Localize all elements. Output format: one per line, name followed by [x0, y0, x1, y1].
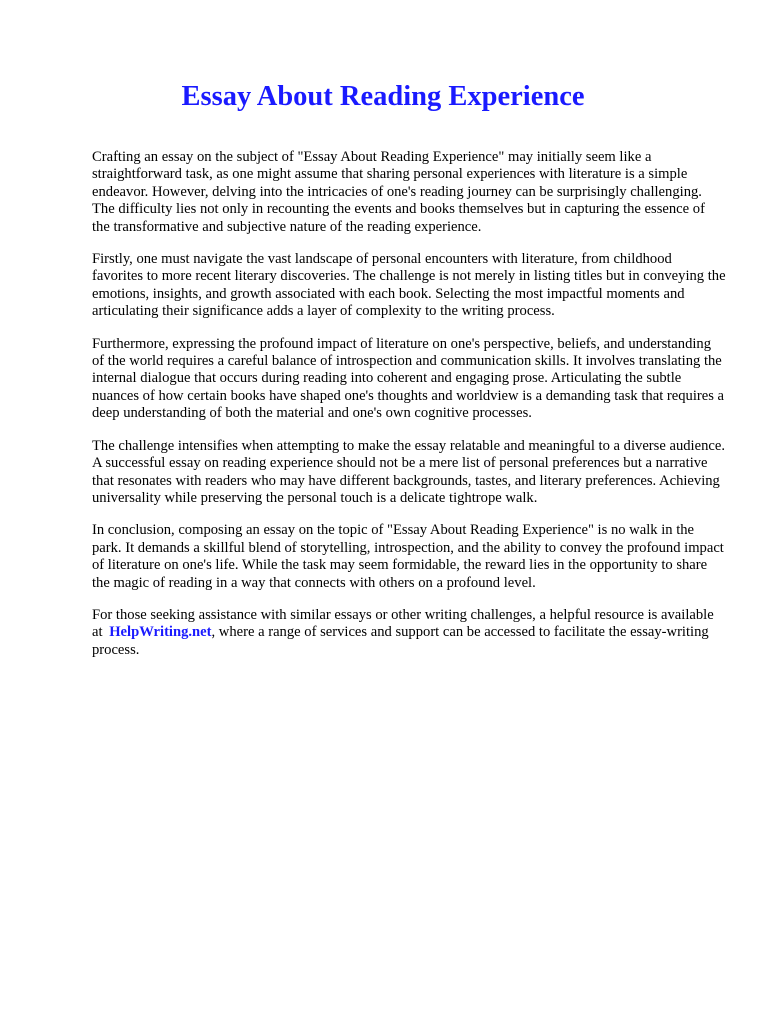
paragraph-2: Firstly, one must navigate the vast landscape of personal encounters with literature, from childhood favorites to more recent literary discoveries. The challenge is not merely in listing titles but in conveying the emotions, insights, and growth associated with each book. Selecting the most impactful moments and articulating their significance adds a layer of complexity to the writing process.: [92, 251, 726, 320]
helpwriting-link[interactable]: HelpWriting.net: [109, 624, 212, 641]
paragraph-4: The challenge intensifies when attempting to make the essay relatable and meaningful to a diverse audience. A successful essay on reading experience should not be a mere list of personal preferences but a narrative that resonates with readers who may have different backgrounds, tastes, and literary preferences. Achieving universality while preserving the personal touch is a delicate tightrope walk.: [92, 437, 725, 506]
closing-paragraph: [92, 607, 726, 659]
paragraph-5: In conclusion, composing an essay on the topic of "Essay About Reading Experience" is no walk in the park. It demands a skillful blend of storytelling, introspection, and the ability to convey the profound impact of literature on one's life. While the task may seem formidable, the reward lies in the opportunity to share the magic of reading in a way that connects with others on a profound level.: [92, 522, 724, 591]
closing-text-before-link: For those seeking assistance with similar essays or other writing challenges, a helpful resource is available at: [92, 606, 714, 641]
paragraph-3: Furthermore, expressing the profound impact of literature on one's perspective, beliefs, and understanding of the world requires a careful balance of introspection and communication skills. It involves translating the internal dialogue that occurs during reading into coherent and engaging prose. Articulating the subtle nuances of how certain books have shaped one's thoughts and worldview is a demanding task that requires a deep understanding of both the material and one's own cognitive processes.: [92, 335, 725, 422]
paragraph-1: Crafting an essay on the subject of "Essay About Reading Experience" may initially seem like a straightforward task, as one might assume that sharing personal experiences with literature is a simple endeavor. However, delving into the intricacies of one's reading journey can be surprisingly challenging. The difficulty lies not only in recounting the events and books themselves but in capturing the essence of the transformative and subjective nature of the reading experience.: [92, 149, 705, 235]
closing-text-after-link: , where a range of services and support can be accessed to facilitate the essay-writing process.: [92, 624, 709, 658]
page-title: Essay About Reading Experience: [181, 81, 585, 112]
